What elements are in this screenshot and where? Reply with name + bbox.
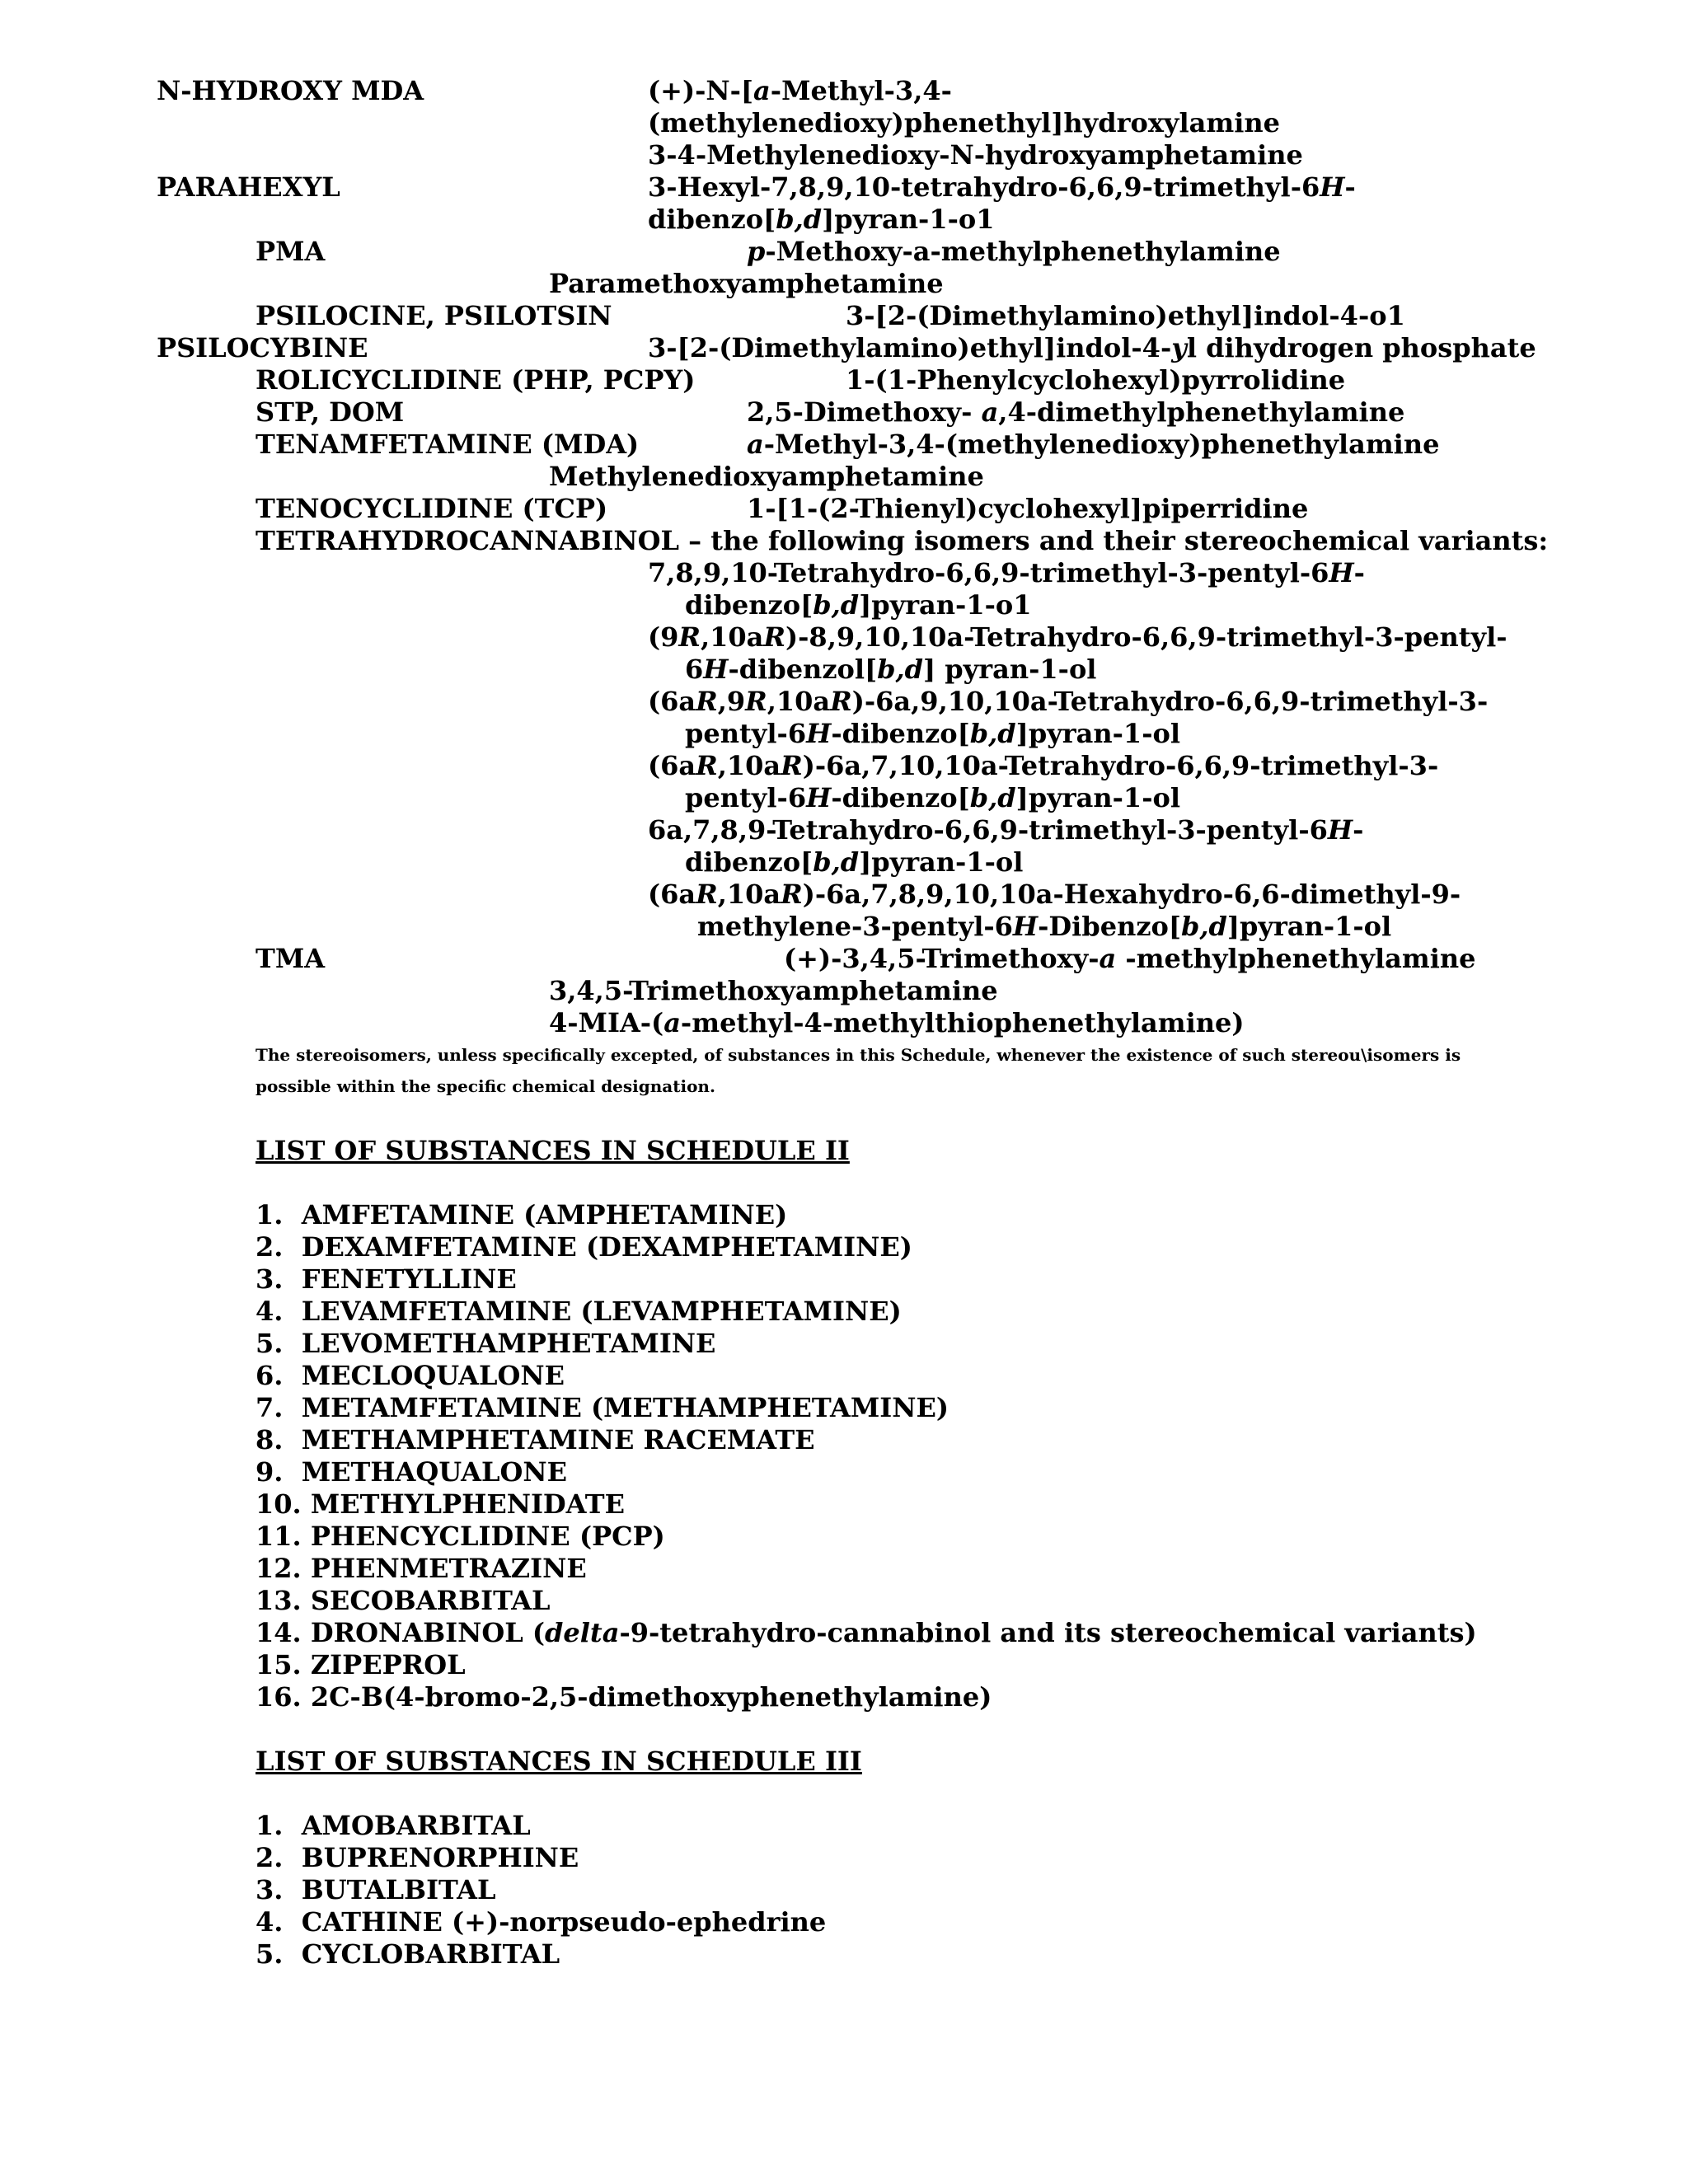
- list-item: 10. METHYLPHENIDATE: [256, 1488, 625, 1520]
- chemical-name: 3-[2-(Dimethylamino)ethyl]indol-4-yl dihydrogen phosphate: [648, 332, 1536, 363]
- isomer-name: dibenzo[b,d]pyran-1-o1: [685, 589, 1032, 621]
- list-item: 8. METHAMPHETAMINE RACEMATE: [256, 1424, 815, 1455]
- isomer-name: pentyl-6H-dibenzo[b,d]pyran-1-ol: [685, 782, 1180, 813]
- list-item: 6. MECLOQUALONE: [256, 1360, 565, 1391]
- alternate-name: 3,4,5-Trimethoxyamphetamine: [549, 975, 998, 1006]
- isomer-name: (6aR,10aR)-6a,7,8,9,10,10a-Hexahydro-6,6-dimethyl-9-: [648, 879, 1461, 910]
- substance-name: TETRAHYDROCANNABINOL: [256, 525, 679, 556]
- substance-name: PSILOCYBINE: [157, 332, 368, 363]
- isomer-name: 7,8,9,10-Tetrahydro-6,6,9-trimethyl-3-pentyl-6H-: [648, 557, 1365, 588]
- chemical-name: (+)-N-[a-Methyl-3,4-: [648, 75, 952, 106]
- substance-name: STP, DOM: [256, 396, 405, 428]
- list-item: 5. CYCLOBARBITAL: [256, 1938, 560, 1970]
- substance-name: PARAHEXYL: [157, 171, 340, 203]
- substance-name: ROLICYCLIDINE (PHP, PCPY): [256, 364, 696, 396]
- list-item: 5. LEVOMETHAMPHETAMINE: [256, 1328, 716, 1359]
- schedule-ii-heading: LIST OF SUBSTANCES IN SCHEDULE II: [256, 1135, 850, 1166]
- list-item: 13. SECOBARBITAL: [256, 1585, 551, 1616]
- thc-heading: TETRAHYDROCANNABINOL – the following isomers and their stereochemical variants:: [256, 525, 1549, 556]
- list-item: 11. PHENCYCLIDINE (PCP): [256, 1521, 665, 1552]
- list-item: 2. DEXAMFETAMINE (DEXAMPHETAMINE): [256, 1231, 912, 1263]
- substance-name: PSILOCINE, PSILOTSIN: [256, 300, 612, 331]
- list-item: 4. CATHINE (+)-norpseudo-ephedrine: [256, 1906, 827, 1938]
- chemical-name: 3-[2-(Dimethylamino)ethyl]indol-4-o1: [846, 300, 1405, 331]
- chemical-name: p-Methoxy-a-methylphenethylamine: [747, 236, 1281, 267]
- substance-name: TENAMFETAMINE (MDA): [256, 429, 640, 460]
- chemical-name: a-Methyl-3,4-(methylenedioxy)phenethylamine: [747, 429, 1440, 460]
- list-item: 3. BUTALBITAL: [256, 1874, 496, 1905]
- isomer-name: pentyl-6H-dibenzo[b,d]pyran-1-ol: [685, 718, 1180, 749]
- chemical-name: 3-4-Methylenedioxy-N-hydroxyamphetamine: [648, 139, 1303, 171]
- chemical-name: 2,5-Dimethoxy- a,4-dimethylphenethylamine: [747, 396, 1405, 428]
- isomer-name: dibenzo[b,d]pyran-1-ol: [685, 846, 1024, 878]
- chemical-name: (methylenedioxy)phenethyl]hydroxylamine: [648, 107, 1281, 138]
- stereoisomer-note: The stereoisomers, unless specifically excepted, of substances in this Schedule, whenever the existence of such stereou\isomers is: [256, 1045, 1461, 1065]
- chemical-name: 3-Hexyl-7,8,9,10-tetrahydro-6,6,9-trimethyl-6H-: [648, 171, 1356, 203]
- chemical-name: 1-(1-Phenylcyclohexyl)pyrrolidine: [846, 364, 1346, 396]
- chemical-name: 4-MIA-(a-methyl-4-methylthiophenethylamine): [549, 1007, 1245, 1038]
- isomer-name: (6aR,10aR)-6a,7,10,10a-Tetrahydro-6,6,9-trimethyl-3-: [648, 750, 1439, 781]
- schedule-iii-heading: LIST OF SUBSTANCES IN SCHEDULE III: [256, 1746, 862, 1777]
- list-item: 2. BUPRENORPHINE: [256, 1842, 579, 1873]
- list-item: 1. AMOBARBITAL: [256, 1810, 531, 1841]
- isomer-name: methylene-3-pentyl-6H-Dibenzo[b,d]pyran-1-ol: [697, 911, 1392, 942]
- isomer-name: 6a,7,8,9-Tetrahydro-6,6,9-trimethyl-3-pentyl-6H-: [648, 814, 1364, 846]
- list-item: 15. ZIPEPROL: [256, 1649, 466, 1680]
- list-item: 1. AMFETAMINE (AMPHETAMINE): [256, 1199, 788, 1230]
- isomer-name: (9R,10aR)-8,9,10,10a-Tetrahydro-6,6,9-trimethyl-3-pentyl-: [648, 621, 1507, 653]
- alternate-name: Methylenedioxyamphetamine: [549, 461, 984, 492]
- list-item: 9. METHAQUALONE: [256, 1456, 568, 1488]
- substance-name: TENOCYCLIDINE (TCP): [256, 493, 608, 524]
- substance-name: PMA: [256, 236, 326, 267]
- alternate-name: Paramethoxyamphetamine: [549, 268, 944, 299]
- list-item: 3. FENETYLLINE: [256, 1263, 517, 1295]
- isomer-name: 6H-dibenzol[b,d] pyran-1-ol: [685, 654, 1097, 685]
- chemical-name: 1-[1-(2-Thienyl)cyclohexyl]piperridine: [747, 493, 1309, 524]
- list-item: 14. DRONABINOL (delta-9-tetrahydro-cannabinol and its stereochemical variants): [256, 1617, 1477, 1648]
- list-item: 16. 2C-B(4-bromo-2,5-dimethoxyphenethylamine): [256, 1681, 992, 1713]
- chemical-name: (+)-3,4,5-Trimethoxy-a -methylphenethylamine: [784, 943, 1476, 974]
- chemical-name: dibenzo[b,d]pyran-1-o1: [648, 204, 995, 235]
- substance-name: TMA: [256, 943, 326, 974]
- list-item: 4. LEVAMFETAMINE (LEVAMPHETAMINE): [256, 1296, 902, 1327]
- stereoisomer-note: possible within the specific chemical designation.: [256, 1076, 715, 1096]
- isomer-name: (6aR,9R,10aR)-6a,9,10,10a-Tetrahydro-6,6,9-trimethyl-3-: [648, 686, 1489, 717]
- list-item: 12. PHENMETRAZINE: [256, 1553, 587, 1584]
- list-item: 7. METAMFETAMINE (METHAMPHETAMINE): [256, 1392, 949, 1423]
- substance-name: N-HYDROXY MDA: [157, 75, 424, 106]
